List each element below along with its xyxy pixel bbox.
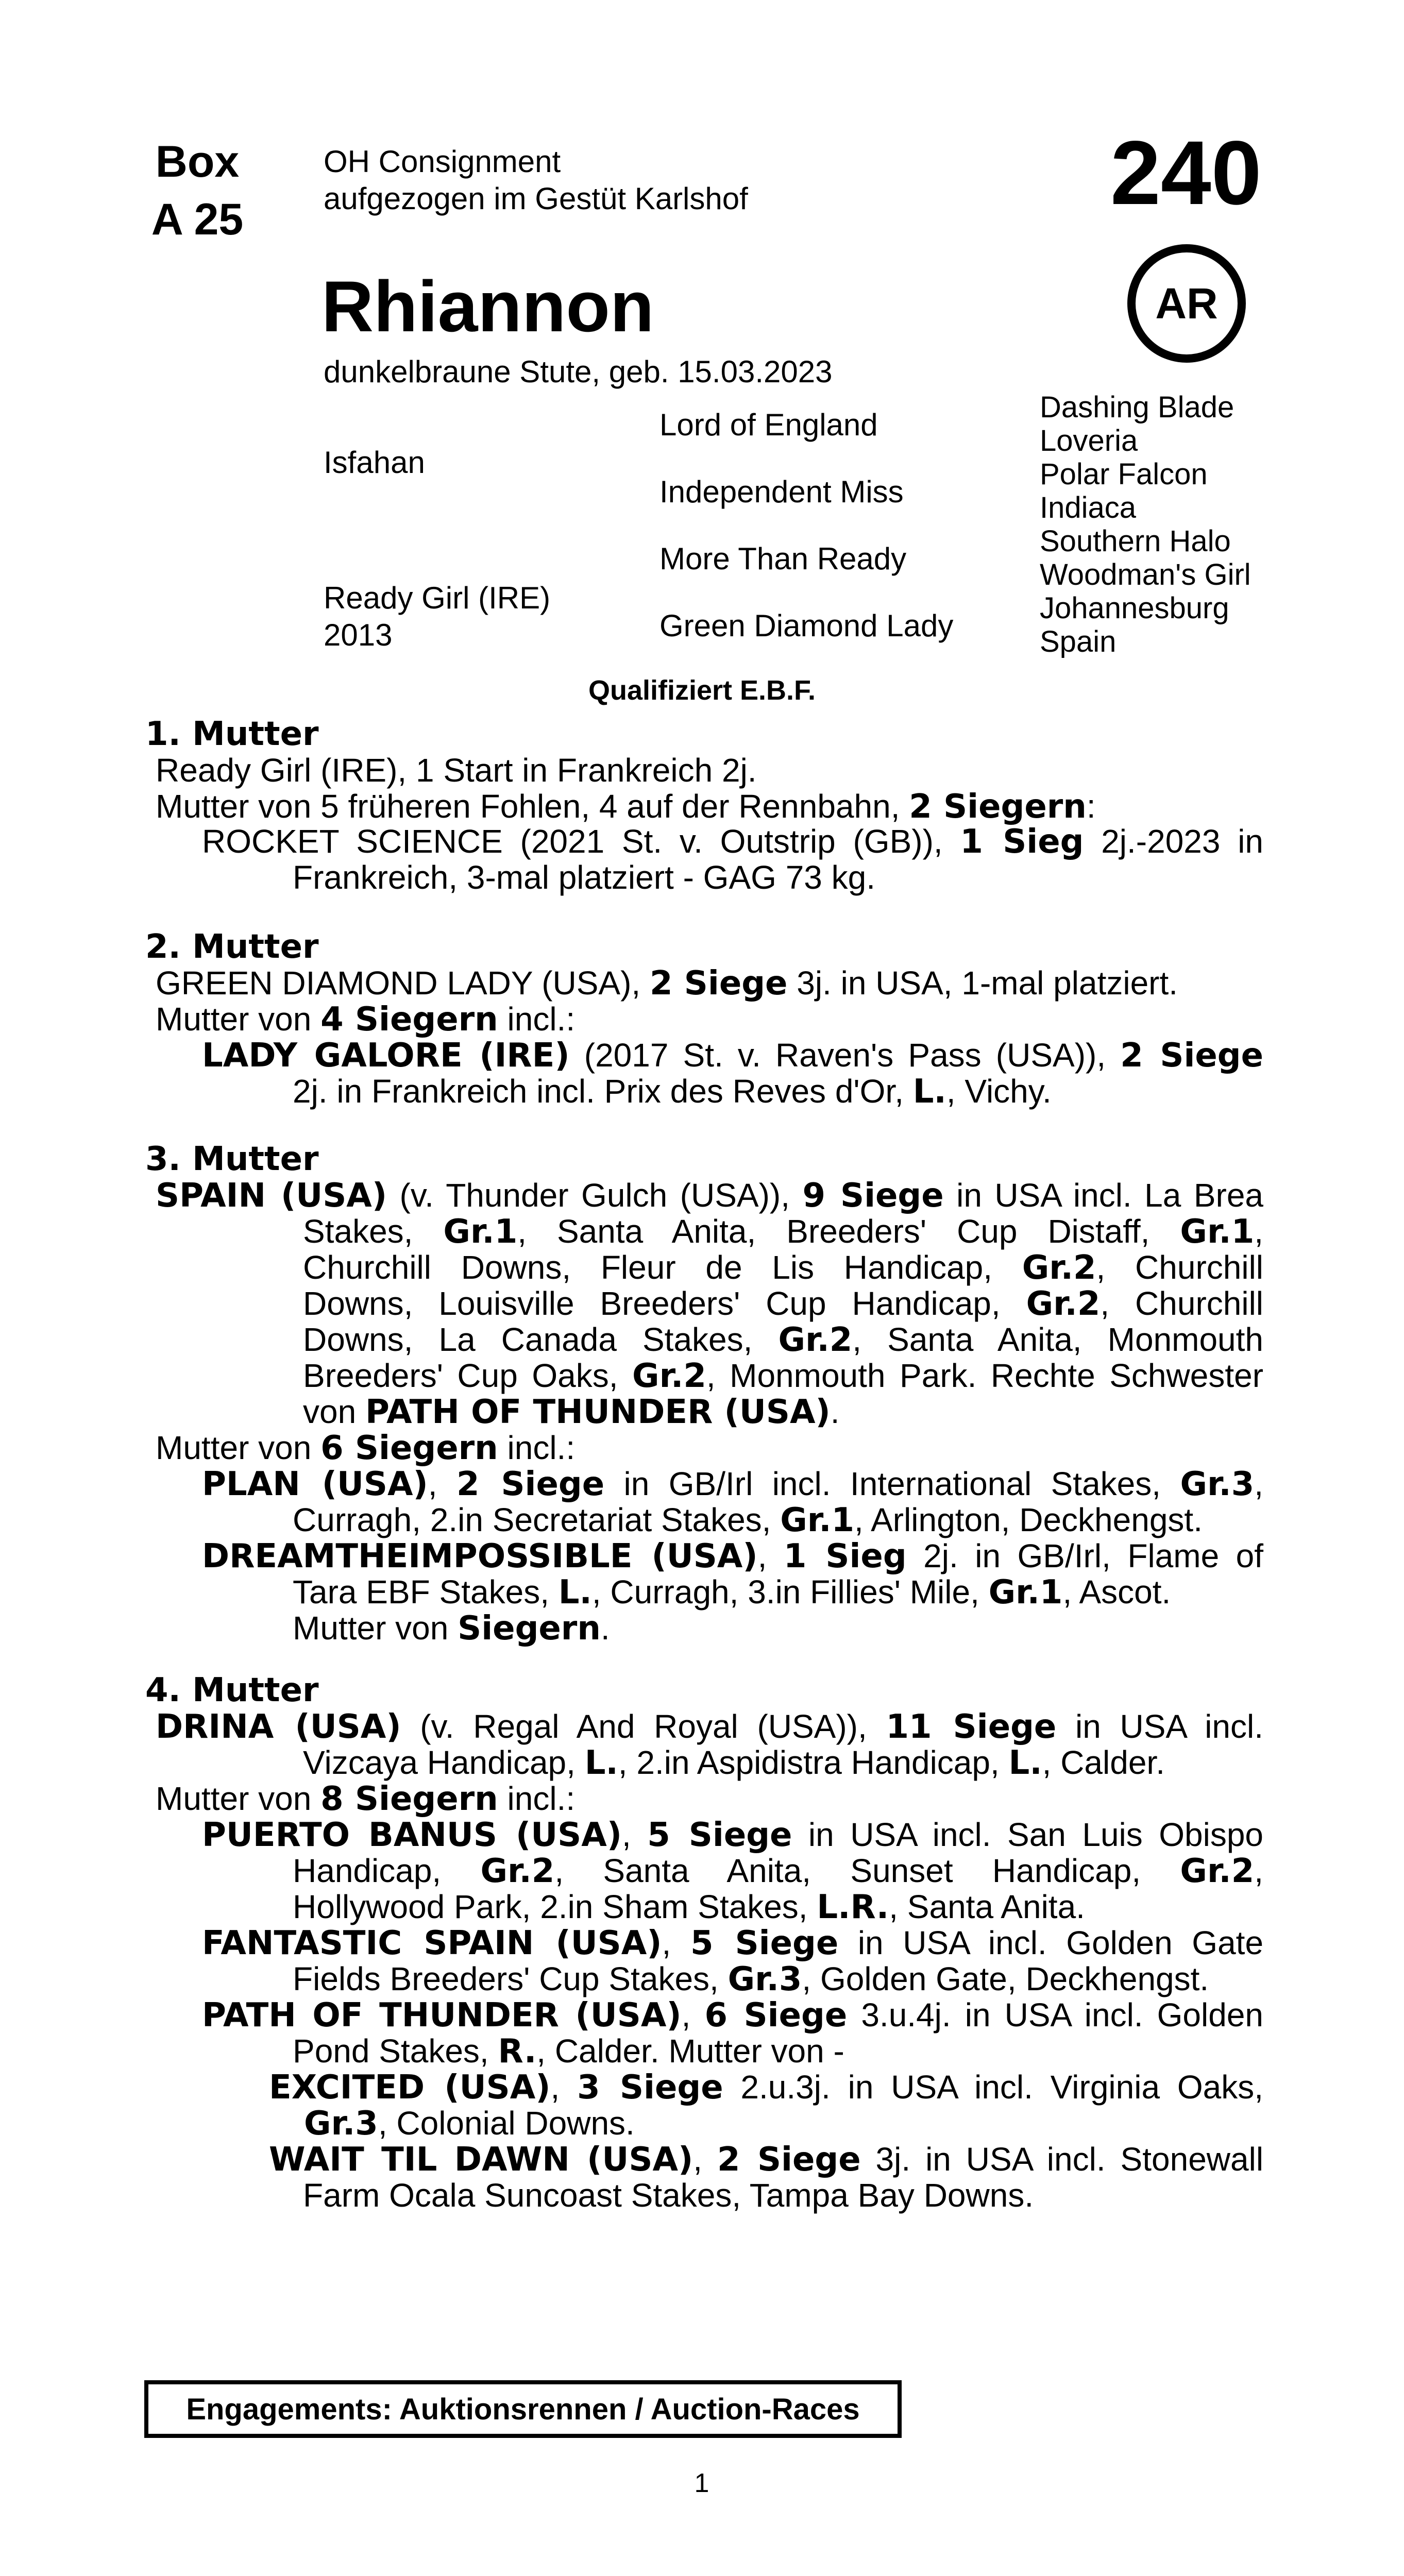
m4-line: Hollywood Park, 2.in Sham Stakes, L.R., Santa Anita. bbox=[293, 1888, 1085, 1926]
engagements-box bbox=[144, 2380, 902, 2438]
m4-line: WAIT TIL DAWN (USA), 2 Siege 3j. in USA incl. Stonewall bbox=[269, 2141, 1264, 2179]
pedigree-gen2: More Than Ready bbox=[659, 541, 907, 576]
m2-line: Mutter von 4 Siegern incl.: bbox=[156, 1001, 576, 1039]
lot-number: 240 bbox=[1110, 123, 1262, 224]
m3-line: Downs, Louisville Breeders' Cup Handicap, Gr.2, Churchill bbox=[303, 1285, 1264, 1323]
pedigree-gen3: Indiaca bbox=[1040, 491, 1137, 524]
m3-line: PLAN (USA), 2 Siege in GB/Irl incl. International Stakes, Gr.3, bbox=[202, 1465, 1264, 1503]
section-heading-3: 3. Mutter bbox=[145, 1140, 319, 1178]
pedigree-sire: Isfahan bbox=[324, 445, 425, 480]
page-number: 1 bbox=[694, 2468, 709, 2498]
m1-line: Mutter von 5 früheren Fohlen, 4 auf der Rennbahn, 2 Siegern: bbox=[156, 788, 1096, 826]
pedigree-gen3: Polar Falcon bbox=[1040, 457, 1208, 491]
box-label: Box bbox=[155, 137, 240, 187]
section-heading-4: 4. Mutter bbox=[145, 1671, 319, 1709]
section-heading-1: 1. Mutter bbox=[145, 715, 319, 753]
ar-badge bbox=[1127, 244, 1246, 363]
m3-line: Mutter von 6 Siegern incl.: bbox=[156, 1429, 576, 1467]
m3-line: SPAIN (USA) (v. Thunder Gulch (USA)), 9 Siege in USA incl. La Brea bbox=[156, 1177, 1264, 1215]
pedigree-dam-year: 2013 bbox=[324, 618, 393, 652]
pedigree-gen3: Johannesburg bbox=[1040, 591, 1229, 625]
m3-line: Churchill Downs, Fleur de Lis Handicap, Gr.2, Churchill bbox=[303, 1249, 1264, 1287]
m3-line: Tara EBF Stakes, L., Curragh, 3.in Fillies' Mile, Gr.1, Ascot. bbox=[293, 1573, 1171, 1612]
m2-line: GREEN DIAMOND LADY (USA), 2 Siege 3j. in USA, 1-mal platziert. bbox=[156, 964, 1178, 1003]
m3-line: Breeders' Cup Oaks, Gr.2, Monmouth Park. Rechte Schwester bbox=[303, 1357, 1264, 1395]
m4-line: Gr.3, Colonial Downs. bbox=[304, 2105, 635, 2143]
m4-line: PATH OF THUNDER (USA), 6 Siege 3.u.4j. in USA incl. Golden bbox=[202, 1996, 1264, 2035]
pedigree-gen3: Dashing Blade bbox=[1040, 391, 1234, 424]
m4-line: Vizcaya Handicap, L., 2.in Aspidistra Handicap, L., Calder. bbox=[303, 1744, 1165, 1782]
m4-line: Farm Ocala Suncoast Stakes, Tampa Bay Downs. bbox=[303, 2177, 1034, 2214]
m3-line: DREAMTHEIMPOSSIBLE (USA), 1 Sieg 2j. in GB/Irl, Flame of bbox=[202, 1537, 1264, 1575]
section-heading-2: 2. Mutter bbox=[145, 928, 319, 966]
m1-line: Frankreich, 3-mal platziert - GAG 73 kg. bbox=[293, 859, 876, 896]
horse-description: dunkelbraune Stute, geb. 15.03.2023 bbox=[324, 354, 833, 389]
m4-line: Mutter von 8 Siegern incl.: bbox=[156, 1780, 576, 1818]
pedigree-gen3: Southern Halo bbox=[1040, 524, 1231, 558]
m3-line: Curragh, 2.in Secretariat Stakes, Gr.1, Arlington, Deckhengst. bbox=[293, 1501, 1203, 1539]
engagements-text: Engagements: Auktionsrennen / Auction-Races bbox=[186, 2392, 860, 2426]
pedigree-gen3: Loveria bbox=[1040, 424, 1138, 457]
pedigree-gen2: Independent Miss bbox=[659, 474, 904, 509]
m3-line: Stakes, Gr.1, Santa Anita, Breeders' Cup Distaff, Gr.1, bbox=[303, 1213, 1264, 1251]
qualification: Qualifiziert E.B.F. bbox=[588, 675, 816, 706]
horse-name: Rhiannon bbox=[322, 266, 654, 347]
m4-line: PUERTO BANUS (USA), 5 Siege in USA incl. San Luis Obispo bbox=[202, 1816, 1263, 1854]
pedigree-gen3: Spain bbox=[1040, 625, 1117, 658]
m4-line: FANTASTIC SPAIN (USA), 5 Siege in USA incl. Golden Gate bbox=[202, 1924, 1264, 1962]
m1-line: Ready Girl (IRE), 1 Start in Frankreich 2j. bbox=[156, 752, 757, 789]
m3-line: Mutter von Siegern. bbox=[293, 1609, 610, 1648]
m2-line: 2j. in Frankreich incl. Prix des Reves d'Or, L., Vichy. bbox=[293, 1073, 1052, 1111]
raised-at: aufgezogen im Gestüt Karlshof bbox=[324, 181, 748, 216]
pedigree-gen2: Green Diamond Lady bbox=[659, 608, 954, 643]
m3-line: Downs, La Canada Stakes, Gr.2, Santa Anita, Monmouth bbox=[303, 1321, 1263, 1359]
m4-line: Handicap, Gr.2, Santa Anita, Sunset Handicap, Gr.2, bbox=[293, 1852, 1264, 1890]
m4-line: DRINA (USA) (v. Regal And Royal (USA)), 11 Siege in USA incl. bbox=[156, 1708, 1264, 1746]
m4-line: Pond Stakes, R., Calder. Mutter von - bbox=[293, 2032, 844, 2071]
m4-line: EXCITED (USA), 3 Siege 2.u.3j. in USA incl. Virginia Oaks, bbox=[269, 2069, 1264, 2107]
m1-line: ROCKET SCIENCE (2021 St. v. Outstrip (GB)), 1 Sieg 2j.-2023 in bbox=[202, 823, 1264, 861]
m2-line: LADY GALORE (IRE) (2017 St. v. Raven's Pass (USA)), 2 Siege bbox=[202, 1037, 1264, 1075]
pedigree-gen2: Lord of England bbox=[659, 408, 878, 442]
ar-badge-text: AR bbox=[1155, 279, 1218, 328]
m4-line: Fields Breeders' Cup Stakes, Gr.3, Golden Gate, Deckhengst. bbox=[293, 1960, 1209, 1998]
pedigree-dam: Ready Girl (IRE) bbox=[324, 581, 551, 615]
m3-line: von PATH OF THUNDER (USA). bbox=[303, 1393, 840, 1431]
consignor: OH Consignment bbox=[324, 144, 561, 179]
box-number: A 25 bbox=[151, 195, 244, 244]
pedigree-gen3: Woodman's Girl bbox=[1040, 558, 1251, 591]
